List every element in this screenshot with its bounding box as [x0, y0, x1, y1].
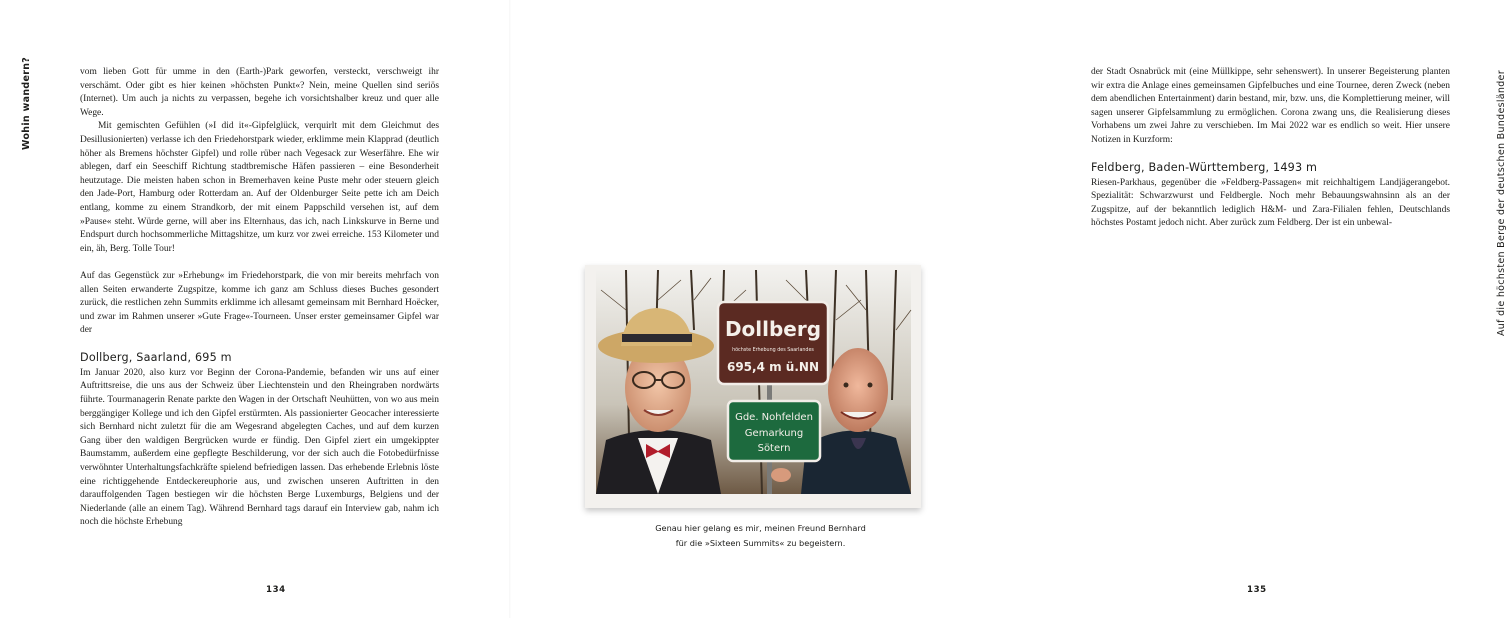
photo-dollberg-summit: [596, 270, 911, 494]
sign-subtitle: höchste Erhebung des Saarlandes: [732, 348, 814, 353]
green-sign-line-1: Gde. Nohfelden: [735, 412, 813, 423]
green-sign-line-2: Gemarkung: [744, 428, 804, 439]
photo-frame: [585, 265, 921, 508]
paragraph-4: Im Januar 2020, also kurz vor Beginn der Corona-Pandemie, befanden wir uns auf einer Auftrittsreise, die uns aus der Schweiz über Liechtenstein und den Rheingraben nordwärts führte. Tourmanagerin Renate parkte den Wagen in der Ortschaft Neuhütten, von wo aus mein berggängiger Kollege und ich den Gipfel erstürmten. Als passionierter Geocacher interessierte sich Bernhard nicht zuletzt für die am Wegesrand abgelegten Caches, und auf dem kurzen Gang über den waldigen Bergrücken wurde er fündig. Den Gipfel ziert ein umgekippter Baumstamm, außerdem eine gepflegte Beschilderung, vor der sich auch die Fotobedürfnisse verwöhnter Unterhaltungsfachkräfte spielend befriedigen lassen. Das erhebende Erlebnis löste eine richtiggehende Entdeckereuphorie aus, und zwischen unseren Auftritten in den darauffolgenden Tagen bestiegen wir die höchsten Berge Luxemburgs, Belgiens und der Niederlande (alle an einem Tag). Während Bernhard tags darauf ein Interview gab, nahm ich noch die höchste Erhebung: [80, 367, 439, 528]
sign-title: Dollberg: [724, 317, 822, 341]
paragraph-5: der Stadt Osnabrück mit (eine Müllkippe, sehr sehenswert). In unserer Begeisterung planten wir extra die Anlage eines gemeinsamen Gipfelbuches und eine Tournee, deren Zweck (neben dem abendlichen Entertainment) darin bestand, mir, bzw. uns, die Komplettierung meiner, will sagen unserer Gipfelsammlung zu ermöglichen. Corona zwang uns, die Realisierung dieses Vorhabens um zwei Jahre zu verschieben. Im Mai 2022 war es endlich so weit. Hier unsere Notizen in Kurzform:: [1091, 67, 1450, 145]
hand-on-post: [771, 468, 791, 482]
paragraph-3: Auf das Gegenstück zur »Erhebung« im Friedehorstpark, die von mir bereits mehrfach von allen Seiten erwanderte Zugspitze, komme ich ganz am Schluss dieses Buches gesondert zurück, die restlichen zehn Summits erklimme ich allesamt gemeinsam mit Bernhard Hoëcker, und zwar im Rahmen unserer »Gute Frage«-Tourneen. Unser erster gemeinsamer Gipfel war der: [80, 270, 439, 336]
paragraph-1: vom lieben Gott für umme in den (Earth-)Park geworfen, versteckt, verschweigt ihr verschämt. Oder gibt es hier keinen »höchsten Punkt«? Nein, meine Quellen sind seriös (Internet). Um auch ja nichts zu verpassen, begehe ich vorsichtshalber kreuz und quer alle Wege.: [80, 67, 439, 118]
paragraph-6: Riesen-Parkhaus, gegenüber die »Feldberg-Passagen« mit reichhaltigem Landjägerangebot. Spezialität: Schwarzwurst und Feldbergle. Noch mehr Bebauungswahnsinn als an der Zugspitze, auf der bekanntlich lediglich H&M- und Zara-Filialen fehlen, Deutschlands höchstes Postamt jedoch nicht. Aber zurück zum Feldberg. Der ist ein unbewal-: [1091, 177, 1450, 229]
running-head-left: Wohin wandern?: [21, 56, 32, 150]
right-eye-right: [868, 383, 873, 388]
sign-height: 695,4 m ü.NN: [726, 360, 820, 374]
photo-caption: [581, 521, 940, 551]
page-number-left: 134: [266, 585, 286, 595]
left-text-block: [80, 66, 439, 530]
left-page: [0, 0, 510, 618]
paragraph-2: Mit gemischten Gefühlen (»I did it«-Gipfelglück, verquirlt mit dem Gleichmut des Desillusionierten) verlasse ich den Friedehorstpark wieder, erklimme mein Klapprad (deutlich höher als Bremens höchster Gipfel) und rolle rüber nach Vegesack zur Weserfähre. Ehe wir ablegen, darf ein Seeschiff Richtung stadtbremische Häfen passieren – eine Besonderheit heutzutage. Die meisten haben schon in Bremerhaven keine Puste mehr oder steuern gleich den Jade-Port, Hamburg oder Rotterdam an. Auf der Oldenburger Seite pette ich am Deich entlang, komme zu einem Strandkorb, der mit einem Pappschild versehen ist, auf dem »Pause« steht. Würde gerne, will aber ins Elternhaus, das ich, nach Linkskurve in Berne und Endspurt durch hochsommerliche Mittagshitze, um kurz vor zwei erreiche. 153 Kilometer und ein, äh, Berg. Tolle Tour!: [80, 121, 439, 254]
caption-line-1: Genau hier gelang es mir, meinen Freund Bernhard: [655, 523, 866, 533]
caption-line-2: für die »Sixteen Summits« zu begeistern.: [675, 538, 846, 548]
section-heading-feldberg: Feldberg, Baden-Württemberg, 1493 m: [1091, 160, 1318, 174]
hat-band: [622, 334, 692, 342]
page-number-right: 135: [1247, 585, 1267, 595]
right-eye-left: [844, 383, 849, 388]
right-text-block: [1091, 66, 1450, 231]
section-heading-dollberg: Dollberg, Saarland, 695 m: [80, 350, 232, 364]
running-head-right: Auf die höchsten Berge der deutschen Bundesländer: [1496, 70, 1507, 336]
green-sign-line-3: Sötern: [757, 443, 791, 454]
